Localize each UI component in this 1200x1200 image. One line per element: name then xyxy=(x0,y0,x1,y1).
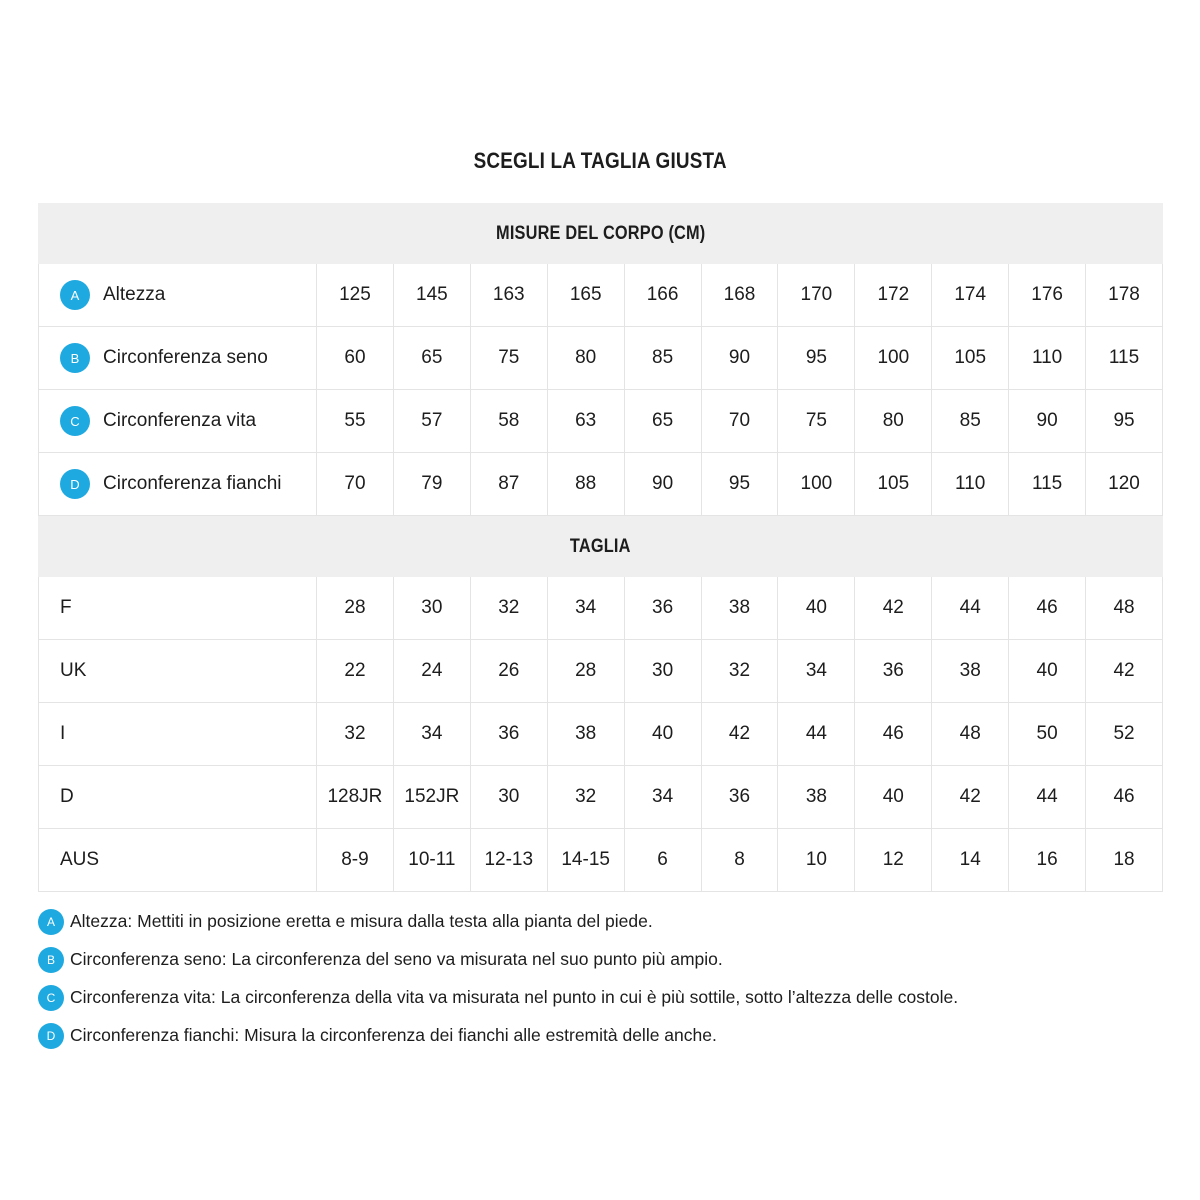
value-cell: 128JR xyxy=(317,766,394,828)
value-cell: 30 xyxy=(471,766,548,828)
value-cell: 8-9 xyxy=(317,829,394,891)
value-cell: 38 xyxy=(932,640,1009,702)
value-cell: 65 xyxy=(625,390,702,452)
value-cell: 42 xyxy=(1113,660,1135,681)
footnote-letter-badge: B xyxy=(38,947,64,973)
row-label: UK xyxy=(60,660,87,681)
value-cell: 85 xyxy=(932,390,1009,452)
value-cell: 32 xyxy=(317,703,394,765)
footnote-letter-badge: A xyxy=(38,909,64,935)
value-cell: 42 xyxy=(932,766,1009,828)
row-label-cell xyxy=(39,327,317,389)
value-cell: 14 xyxy=(932,829,1009,891)
table-row xyxy=(39,640,1162,703)
page-title xyxy=(0,148,1200,174)
row-label-cell xyxy=(39,453,317,515)
value-cell: 46 xyxy=(1009,577,1086,639)
value-cell: 16 xyxy=(1009,829,1086,891)
value-cell: 70 xyxy=(702,390,779,452)
value-cell: 125 xyxy=(317,264,394,326)
footnote-line xyxy=(38,1022,1178,1049)
measurement-letter-badge: D xyxy=(60,469,90,499)
row-label: Altezza xyxy=(103,284,166,305)
measurement-letter-badge: A xyxy=(60,280,90,310)
row-label: Circonferenza seno xyxy=(103,347,268,368)
footnote-letter-badge: C xyxy=(38,985,64,1011)
value-cell: 115 xyxy=(1108,347,1140,368)
value-cell: 87 xyxy=(471,453,548,515)
row-label-cell xyxy=(39,766,317,828)
row-label: Circonferenza fianchi xyxy=(103,473,282,494)
footnote-text: Circonferenza seno: La circonferenza del seno va misurata nel suo punto più ampio. xyxy=(70,949,723,969)
sizes-header-text: TAGLIA xyxy=(570,535,631,557)
measurement-footnotes xyxy=(38,908,1178,1060)
value-cell: 48 xyxy=(932,703,1009,765)
value-cell: 12 xyxy=(855,829,932,891)
value-cell: 80 xyxy=(548,327,625,389)
row-label: D xyxy=(60,786,74,807)
value-cell: 110 xyxy=(1009,327,1086,389)
value-cell: 46 xyxy=(855,703,932,765)
size-rows xyxy=(38,577,1163,892)
value-cell: 6 xyxy=(625,829,702,891)
value-cell: 38 xyxy=(702,577,779,639)
value-cell: 34 xyxy=(548,577,625,639)
value-cell: 88 xyxy=(548,453,625,515)
table-row xyxy=(39,264,1162,327)
value-cell: 170 xyxy=(778,264,855,326)
table-row xyxy=(39,453,1162,516)
value-cell: 40 xyxy=(778,577,855,639)
value-cell: 163 xyxy=(471,264,548,326)
value-cell: 30 xyxy=(394,577,471,639)
size-guide-table xyxy=(38,203,1163,892)
value-cell: 168 xyxy=(702,264,779,326)
value-cell: 105 xyxy=(932,327,1009,389)
value-cell: 8 xyxy=(702,829,779,891)
value-cell: 75 xyxy=(778,390,855,452)
value-cell: 90 xyxy=(625,453,702,515)
measurement-letter-badge: B xyxy=(60,343,90,373)
footnote-text: Circonferenza fianchi: Misura la circonferenza dei fianchi alle estremità delle anche. xyxy=(70,1025,717,1045)
value-cell: 100 xyxy=(855,327,932,389)
row-label-cell xyxy=(39,640,317,702)
value-cell: 90 xyxy=(702,327,779,389)
value-cell: 28 xyxy=(548,640,625,702)
value-cell: 10-11 xyxy=(394,829,471,891)
value-cell: 58 xyxy=(471,390,548,452)
value-cell: 100 xyxy=(778,453,855,515)
value-cell: 79 xyxy=(394,453,471,515)
value-cell: 40 xyxy=(625,703,702,765)
footnote-line xyxy=(38,984,1178,1011)
value-cell: 40 xyxy=(1009,640,1086,702)
row-label-cell xyxy=(39,703,317,765)
value-cell: 38 xyxy=(548,703,625,765)
value-cell: 44 xyxy=(1009,766,1086,828)
value-cell: 32 xyxy=(702,640,779,702)
value-cell: 22 xyxy=(317,640,394,702)
row-label-cell xyxy=(39,390,317,452)
row-label: F xyxy=(60,597,72,618)
row-label-cell xyxy=(39,264,317,326)
value-cell: 28 xyxy=(317,577,394,639)
value-cell: 165 xyxy=(548,264,625,326)
value-cell: 95 xyxy=(702,453,779,515)
row-label: AUS xyxy=(60,849,100,870)
measurement-letter-badge: C xyxy=(60,406,90,436)
value-cell: 42 xyxy=(702,703,779,765)
value-cell: 90 xyxy=(1009,390,1086,452)
value-cell: 115 xyxy=(1009,453,1086,515)
table-row xyxy=(39,766,1162,829)
value-cell: 44 xyxy=(778,703,855,765)
value-cell: 65 xyxy=(394,327,471,389)
value-cell: 40 xyxy=(855,766,932,828)
value-cell: 36 xyxy=(471,703,548,765)
value-cell: 176 xyxy=(1009,264,1086,326)
footnote-text: Circonferenza vita: La circonferenza della vita va misurata nel punto in cui è più sottile, sotto l’altezza delle costole. xyxy=(70,987,959,1007)
table-row xyxy=(39,577,1162,640)
value-cell: 36 xyxy=(625,577,702,639)
value-cell: 105 xyxy=(855,453,932,515)
value-cell: 36 xyxy=(702,766,779,828)
value-cell: 32 xyxy=(471,577,548,639)
value-cell: 178 xyxy=(1108,284,1140,305)
value-cell: 18 xyxy=(1113,849,1135,870)
value-cell: 166 xyxy=(625,264,702,326)
value-cell: 30 xyxy=(625,640,702,702)
page-title-text: SCEGLI LA TAGLIA GIUSTA xyxy=(473,148,727,173)
footnote-text: Altezza: Mettiti in posizione eretta e misura dalla testa alla pianta del piede. xyxy=(70,911,653,931)
value-cell: 95 xyxy=(778,327,855,389)
value-cell: 32 xyxy=(548,766,625,828)
value-cell: 34 xyxy=(394,703,471,765)
value-cell: 12-13 xyxy=(471,829,548,891)
row-label: Circonferenza vita xyxy=(103,410,257,431)
value-cell: 55 xyxy=(317,390,394,452)
value-cell: 70 xyxy=(317,453,394,515)
value-cell: 26 xyxy=(471,640,548,702)
value-cell: 57 xyxy=(394,390,471,452)
footnote-line xyxy=(38,946,1178,973)
value-cell: 36 xyxy=(855,640,932,702)
value-cell: 50 xyxy=(1009,703,1086,765)
value-cell: 44 xyxy=(932,577,1009,639)
row-label-cell xyxy=(39,577,317,639)
body-measurements-header-text: MISURE DEL CORPO (CM) xyxy=(495,222,706,244)
value-cell: 60 xyxy=(317,327,394,389)
value-cell: 145 xyxy=(394,264,471,326)
value-cell: 52 xyxy=(1113,723,1135,744)
value-cell: 48 xyxy=(1113,597,1135,618)
value-cell: 42 xyxy=(855,577,932,639)
table-row xyxy=(39,390,1162,453)
value-cell: 24 xyxy=(394,640,471,702)
footnote-letter-badge: D xyxy=(38,1023,64,1049)
value-cell: 34 xyxy=(778,640,855,702)
value-cell: 10 xyxy=(778,829,855,891)
value-cell: 174 xyxy=(932,264,1009,326)
value-cell: 152JR xyxy=(394,766,471,828)
value-cell: 34 xyxy=(625,766,702,828)
value-cell: 80 xyxy=(855,390,932,452)
value-cell: 110 xyxy=(932,453,1009,515)
row-label-cell xyxy=(39,829,317,891)
value-cell: 75 xyxy=(471,327,548,389)
footnote-line xyxy=(38,908,1178,935)
value-cell: 63 xyxy=(548,390,625,452)
value-cell: 95 xyxy=(1113,410,1135,431)
body-measurements-header xyxy=(38,203,1163,264)
body-measurements-rows xyxy=(38,264,1163,516)
table-row xyxy=(39,829,1162,892)
value-cell: 38 xyxy=(778,766,855,828)
value-cell: 85 xyxy=(625,327,702,389)
sizes-header xyxy=(38,516,1163,577)
value-cell: 120 xyxy=(1108,473,1140,494)
value-cell: 46 xyxy=(1113,786,1135,807)
table-row xyxy=(39,703,1162,766)
value-cell: 172 xyxy=(855,264,932,326)
row-label: I xyxy=(60,723,66,744)
value-cell: 14-15 xyxy=(548,829,625,891)
table-row xyxy=(39,327,1162,390)
